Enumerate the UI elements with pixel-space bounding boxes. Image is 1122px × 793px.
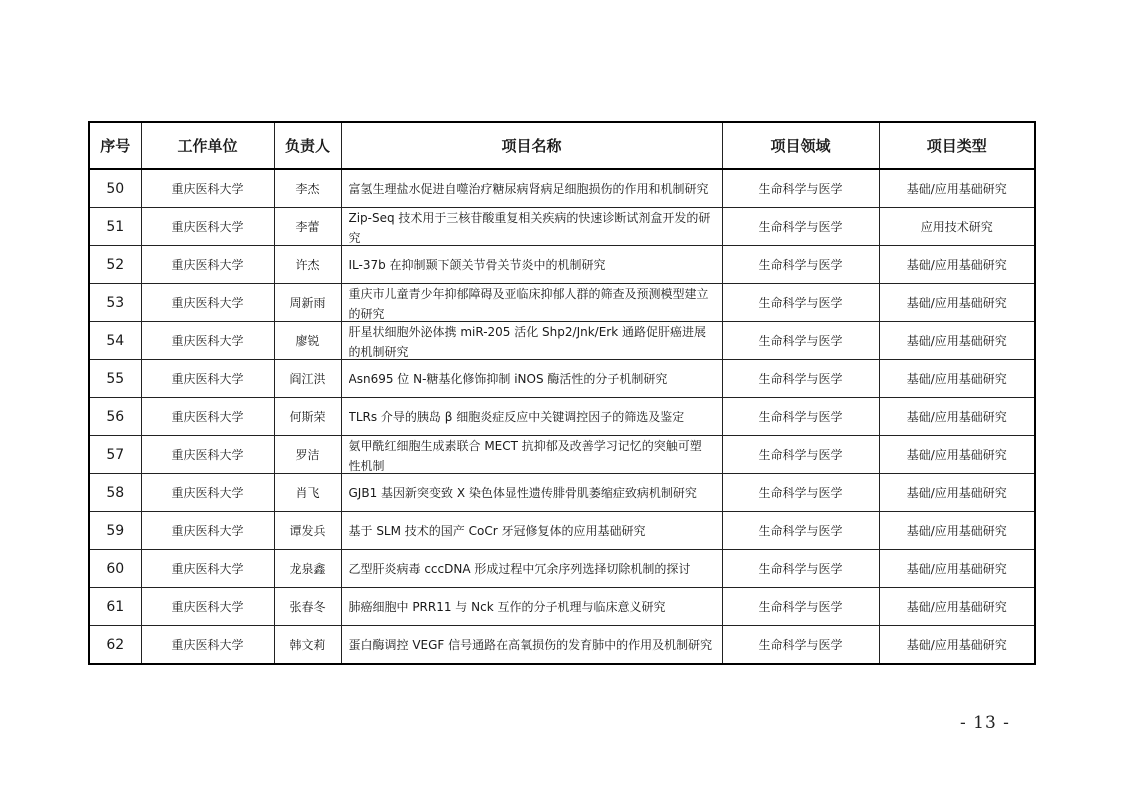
cell-project-name: 肺癌细胞中 PRR11 与 Nck 互作的分子机理与临床意义研究 <box>348 599 666 614</box>
cell-project-name: 基于 SLM 技术的国产 CoCr 牙冠修复体的应用基础研究 <box>348 523 646 538</box>
cell-project-field: 生命科学与医学 <box>722 246 879 284</box>
table-row <box>89 169 1035 208</box>
cell-project-name: 蛋白酶调控 VEGF 信号通路在高氧损伤的发育肺中的作用及机制研究 <box>348 637 713 652</box>
cell-serial-number: 54 <box>89 322 141 360</box>
cell-serial-number: 58 <box>89 474 141 512</box>
cell-leader: 廖锐 <box>274 322 341 360</box>
cell-serial-number: 60 <box>89 550 141 588</box>
cell-project-field: 生命科学与医学 <box>722 626 879 665</box>
cell-project-name: 重庆市儿童青少年抑郁障碍及亚临床抑郁人群的筛查及预测模型建立的研究 <box>348 287 709 321</box>
cell-project-name: 乙型肝炎病毒 cccDNA 形成过程中冗余序列选择切除机制的探讨 <box>348 561 691 576</box>
cell-project-name: Zip-Seq 技术用于三核苷酸重复相关疾病的快速诊断试剂盒开发的研究 <box>348 211 711 245</box>
cell-serial-number: 50 <box>89 169 141 208</box>
cell-project-field: 生命科学与医学 <box>722 436 879 474</box>
cell-project-type: 基础/应用基础研究 <box>879 322 1035 360</box>
cell-work-unit: 重庆医科大学 <box>141 550 274 588</box>
cell-serial-number: 55 <box>89 360 141 398</box>
cell-project-name-wrap <box>341 322 722 360</box>
cell-project-type: 基础/应用基础研究 <box>879 360 1035 398</box>
header-project-field: 项目领域 <box>722 122 879 169</box>
cell-project-type: 应用技术研究 <box>879 208 1035 246</box>
cell-leader: 阎江洪 <box>274 360 341 398</box>
cell-project-type: 基础/应用基础研究 <box>879 512 1035 550</box>
cell-project-type: 基础/应用基础研究 <box>879 284 1035 322</box>
table-row <box>89 284 1035 322</box>
cell-project-name-wrap <box>341 398 722 436</box>
cell-work-unit: 重庆医科大学 <box>141 626 274 665</box>
cell-leader: 何斯荣 <box>274 398 341 436</box>
cell-project-type: 基础/应用基础研究 <box>879 436 1035 474</box>
cell-project-name: 氨甲酰红细胞生成素联合 MECT 抗抑郁及改善学习记忆的突触可塑性机制 <box>348 439 702 473</box>
cell-project-name-wrap <box>341 512 722 550</box>
cell-work-unit: 重庆医科大学 <box>141 322 274 360</box>
cell-project-name: GJB1 基因新突变致 X 染色体显性遗传腓骨肌萎缩症致病机制研究 <box>348 485 697 500</box>
cell-serial-number: 59 <box>89 512 141 550</box>
header-project-name: 项目名称 <box>341 122 722 169</box>
cell-project-name: 肝星状细胞外泌体携 miR-205 活化 Shp2/Jnk/Erk 通路促肝癌进展的机制研究 <box>348 325 706 359</box>
cell-project-field: 生命科学与医学 <box>722 474 879 512</box>
cell-serial-number: 56 <box>89 398 141 436</box>
cell-project-name-wrap <box>341 360 722 398</box>
cell-serial-number: 53 <box>89 284 141 322</box>
cell-leader: 李杰 <box>274 169 341 208</box>
cell-project-name-wrap <box>341 626 722 665</box>
cell-project-name-wrap <box>341 550 722 588</box>
cell-project-type: 基础/应用基础研究 <box>879 588 1035 626</box>
cell-leader: 龙泉鑫 <box>274 550 341 588</box>
cell-work-unit: 重庆医科大学 <box>141 284 274 322</box>
cell-project-name-wrap <box>341 246 722 284</box>
table-row <box>89 588 1035 626</box>
table-row <box>89 208 1035 246</box>
cell-work-unit: 重庆医科大学 <box>141 360 274 398</box>
cell-project-field: 生命科学与医学 <box>722 169 879 208</box>
cell-project-type: 基础/应用基础研究 <box>879 246 1035 284</box>
table-row <box>89 246 1035 284</box>
cell-project-type: 基础/应用基础研究 <box>879 550 1035 588</box>
cell-leader: 李蕾 <box>274 208 341 246</box>
header-leader: 负责人 <box>274 122 341 169</box>
table-row <box>89 474 1035 512</box>
cell-work-unit: 重庆医科大学 <box>141 246 274 284</box>
table-header-row <box>89 122 1035 169</box>
cell-leader: 周新雨 <box>274 284 341 322</box>
cell-project-field: 生命科学与医学 <box>722 284 879 322</box>
cell-project-field: 生命科学与医学 <box>722 398 879 436</box>
cell-work-unit: 重庆医科大学 <box>141 512 274 550</box>
cell-work-unit: 重庆医科大学 <box>141 398 274 436</box>
table-row <box>89 436 1035 474</box>
table-row <box>89 512 1035 550</box>
page-number: - 13 - <box>960 713 1010 733</box>
cell-leader: 张春冬 <box>274 588 341 626</box>
cell-serial-number: 61 <box>89 588 141 626</box>
cell-leader: 谭发兵 <box>274 512 341 550</box>
cell-project-field: 生命科学与医学 <box>722 588 879 626</box>
cell-serial-number: 62 <box>89 626 141 665</box>
cell-project-name-wrap <box>341 436 722 474</box>
cell-project-field: 生命科学与医学 <box>722 208 879 246</box>
cell-project-name: IL-37b 在抑制颞下颌关节骨关节炎中的机制研究 <box>348 257 606 272</box>
cell-project-field: 生命科学与医学 <box>722 550 879 588</box>
cell-project-type: 基础/应用基础研究 <box>879 398 1035 436</box>
header-project-type: 项目类型 <box>879 122 1035 169</box>
cell-project-name: 富氢生理盐水促进自噬治疗糖尿病肾病足细胞损伤的作用和机制研究 <box>348 181 709 196</box>
cell-project-type: 基础/应用基础研究 <box>879 474 1035 512</box>
cell-project-name-wrap <box>341 474 722 512</box>
table-row <box>89 550 1035 588</box>
cell-project-name: TLRs 介导的胰岛 β 细胞炎症反应中关键调控因子的筛选及鉴定 <box>348 409 685 424</box>
cell-work-unit: 重庆医科大学 <box>141 208 274 246</box>
table-row <box>89 322 1035 360</box>
cell-project-name-wrap <box>341 588 722 626</box>
header-work-unit: 工作单位 <box>141 122 274 169</box>
cell-project-field: 生命科学与医学 <box>722 322 879 360</box>
header-serial-number: 序号 <box>89 122 141 169</box>
cell-leader: 罗洁 <box>274 436 341 474</box>
cell-leader: 许杰 <box>274 246 341 284</box>
table-row <box>89 360 1035 398</box>
cell-project-field: 生命科学与医学 <box>722 512 879 550</box>
cell-serial-number: 52 <box>89 246 141 284</box>
table-row <box>89 398 1035 436</box>
cell-work-unit: 重庆医科大学 <box>141 169 274 208</box>
cell-work-unit: 重庆医科大学 <box>141 474 274 512</box>
cell-serial-number: 51 <box>89 208 141 246</box>
cell-leader: 韩文莉 <box>274 626 341 665</box>
cell-leader: 肖飞 <box>274 474 341 512</box>
cell-project-type: 基础/应用基础研究 <box>879 169 1035 208</box>
cell-project-name: Asn695 位 N-糖基化修饰抑制 iNOS 酶活性的分子机制研究 <box>348 371 668 386</box>
cell-work-unit: 重庆医科大学 <box>141 436 274 474</box>
cell-project-name-wrap <box>341 284 722 322</box>
cell-project-name-wrap <box>341 208 722 246</box>
cell-project-type: 基础/应用基础研究 <box>879 626 1035 665</box>
cell-serial-number: 57 <box>89 436 141 474</box>
cell-project-name-wrap <box>341 169 722 208</box>
cell-work-unit: 重庆医科大学 <box>141 588 274 626</box>
table-row <box>89 626 1035 665</box>
cell-project-field: 生命科学与医学 <box>722 360 879 398</box>
project-list-table <box>88 121 1036 665</box>
